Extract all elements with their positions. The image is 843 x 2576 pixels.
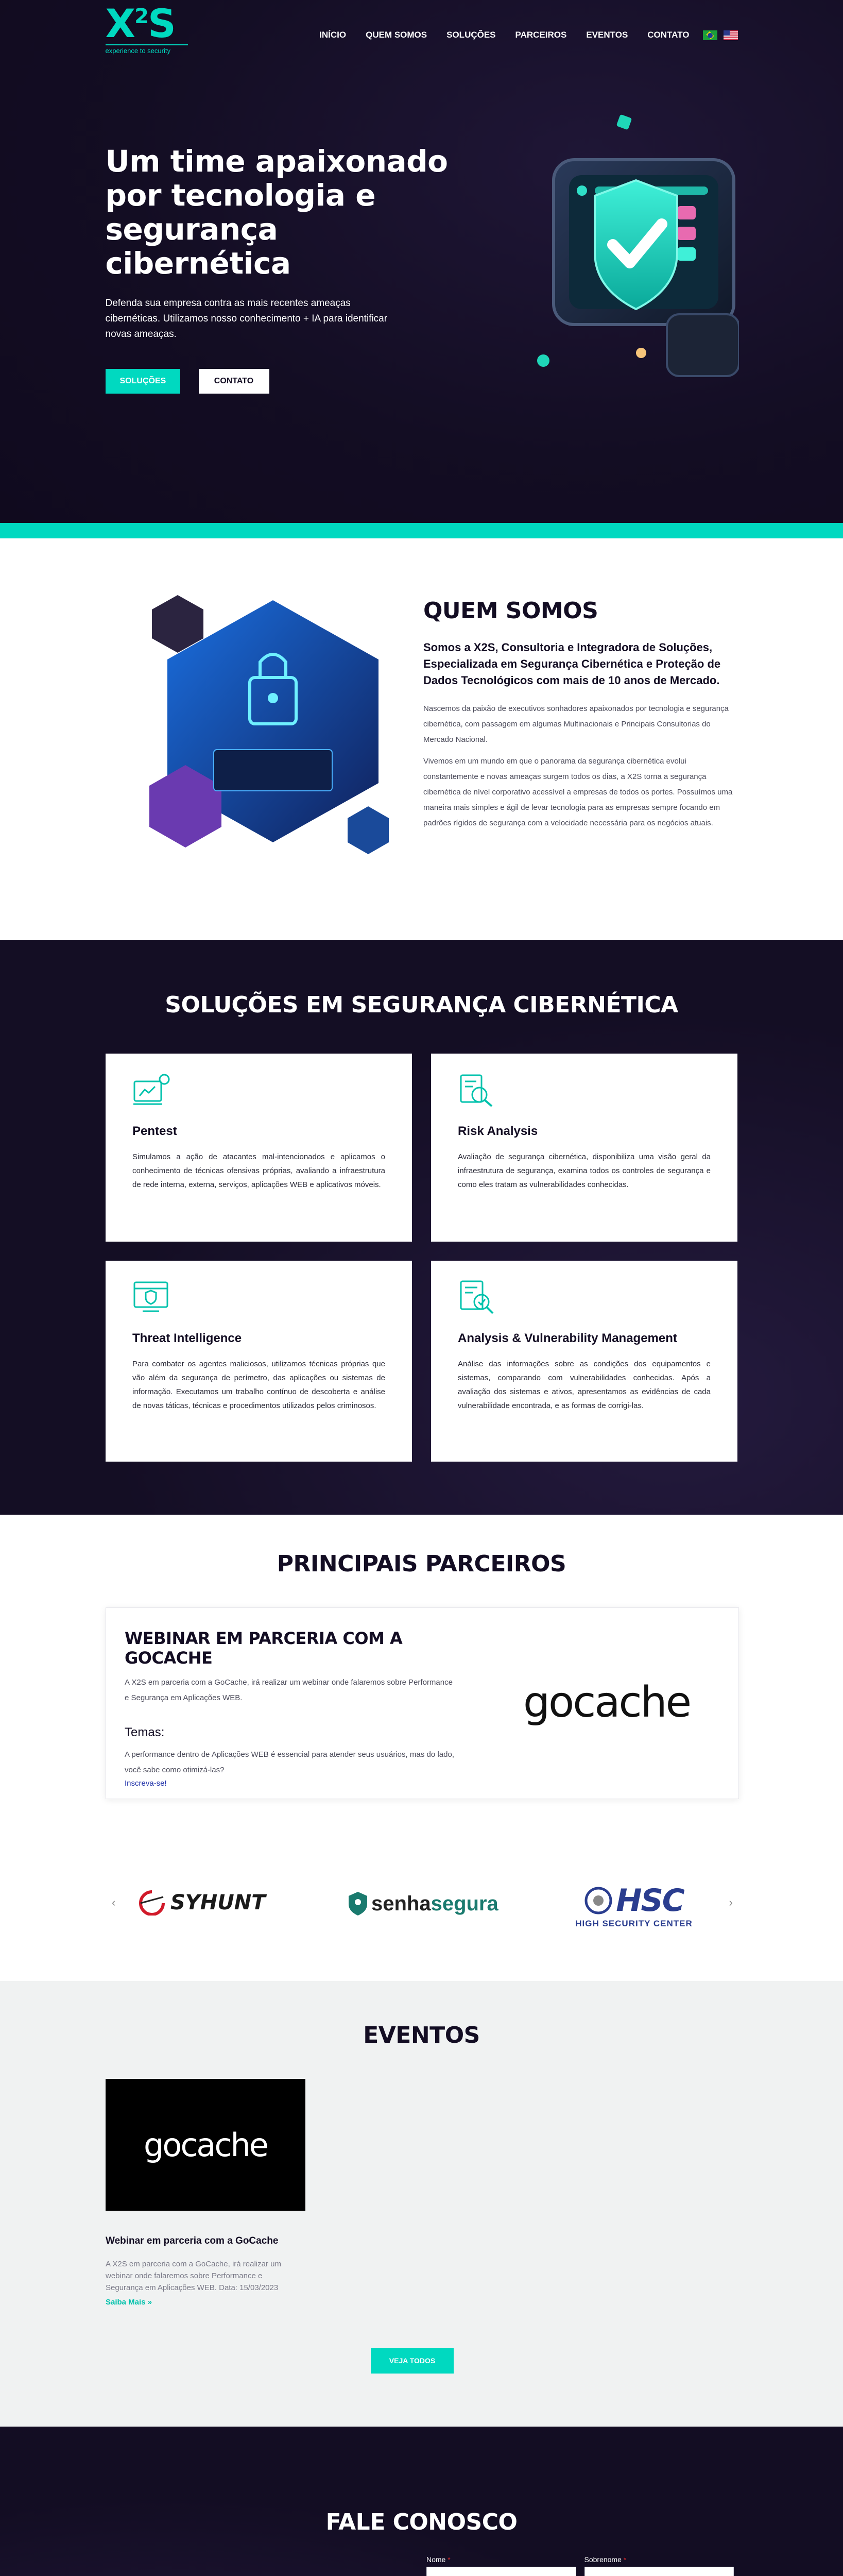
webinar-signup-link[interactable]: Inscreva-se! [125,1779,167,1788]
event-image-text: gocache [144,2126,267,2164]
usa-flag-icon[interactable] [724,30,738,40]
brazil-flag-icon[interactable] [703,30,717,40]
solution-card-threat-intelligence[interactable] [106,1261,412,1462]
senhasegura-text-b: segura [431,1892,498,1915]
required-marker: * [623,2555,627,2564]
events-section [0,1981,843,2427]
senhasegura-text-a: senha [371,1892,431,1915]
card-text: Análise das informações sobre as condições dos equipamentos e sistemas, comparando com vulnerabilidades conhecidas. Após a avaliação dos sistemas e ativos, apresentamos as evidências de cada vulnerabilidade encontrada, e as formas de corrigi-las. [458,1360,711,1410]
logo-tagline: experience to security [106,44,188,55]
name-label-text: Nome [426,2555,446,2564]
contact-section [0,2427,843,2576]
card-text: Para combater os agentes maliciosos, utilizamos técnicas próprias que vão além da segurança de perímetro, das aplicações ou sistemas de informação. Executamos um trabalho contínuo de descoberta e análise de novas táticas, técnicas e procedimentos utilizados pelos criminosos. [132,1360,385,1410]
partners-title: PRINCIPAIS PARCEIROS [277,1551,566,1577]
nav-item-eventos[interactable]: EVENTOS [586,30,628,40]
hsc-subtitle: HIGH SECURITY CENTER [575,1919,693,1928]
contact-title: FALE CONOSCO [325,2509,518,2535]
webinar-title: WEBINAR EM PARCERIA COM A GOCACHE [125,1629,403,1668]
syhunt-logo[interactable] [136,1890,266,1916]
card-title: Pentest [132,1124,177,1138]
card-title: Analysis & Vulnerability Management [458,1331,677,1345]
about-hexagon-image [142,590,404,889]
vulnerability-management-icon [458,1279,497,1315]
solution-card-pentest[interactable] [106,1054,412,1242]
hero-text [106,144,456,394]
hsc-logo[interactable] [557,1883,711,1929]
event-read-more-link[interactable]: Saiba Mais » [106,2298,152,2307]
logo-mark: $X^2S$ [105,1,175,46]
webinar-card [106,1607,739,1799]
contact-form [426,2555,734,2576]
surname-group [584,2555,734,2576]
threat-intelligence-icon [132,1279,171,1315]
nav-item-solucoes[interactable]: SOLUÇÕES [446,30,496,40]
senhasegura-text [371,1892,498,1916]
event-card[interactable] [106,2079,305,2307]
top-navigation [0,0,843,72]
about-title: QUEM SOMOS [423,598,598,624]
syhunt-icon [136,1890,167,1916]
partners-section [0,1515,843,1981]
card-text: Avaliação de segurança cibernética, disponibiliza uma visão geral da infraestrutura de segurança, examina todos os controles de segurança e como eles tratam as vulnerabilidades conhecidas. [458,1153,711,1189]
solutions-section [0,940,843,1515]
contact-background [0,2427,843,2576]
card-title: Threat Intelligence [132,1331,242,1345]
site-logo[interactable] [105,1,188,55]
hsc-icon [584,1886,613,1915]
risk-analysis-icon [458,1072,497,1108]
webinar-description: A X2S em parceria com a GoCache, irá realizar um webinar onde falaremos sobre Performance e Segurança em Aplicações WEB. [125,1678,453,1702]
required-marker: * [448,2555,451,2564]
events-title: EVENTOS [363,2022,480,2048]
event-title[interactable]: Webinar em parceria com a GoCache [106,2235,279,2246]
form-row [426,2555,734,2576]
nav-item-contato[interactable]: CONTATO [647,30,690,40]
about-text [423,598,734,831]
hero-section [0,0,843,538]
hsc-logo-mark [557,1883,711,1919]
card-title: Risk Analysis [458,1124,538,1138]
about-subtitle: Somos a X2S, Consultoria e Integradora de Soluções, Especializada em Segurança Cibernética e Proteção de Dados Tecnológicos com mais de 10 anos de Mercado. [423,641,721,687]
carousel-prev-button[interactable]: ‹ [112,1896,116,1909]
hero-buttons [106,369,456,394]
main-menu [300,30,737,40]
surname-label [584,2555,734,2564]
syhunt-logo-text: SYHUNT [170,1891,266,1914]
nav-item-quem-somos[interactable]: QUEM SOMOS [366,30,427,40]
solutions-title: SOLUÇÕES EM SEGURANÇA CIBERNÉTICA [165,992,678,1018]
hero-description: Defenda sua empresa contra as mais recentes ameaças cibernéticas. Utilizamos nosso conhecimento + IA para identificar novas ameaças. [105,298,388,340]
surname-input[interactable] [584,2567,734,2576]
webinar-content [125,1629,454,1788]
webinar-topic-text: A performance dentro de Aplicações WEB é essencial para atender seus usuários, mas do lado, você sabe como otimizá-las? [125,1750,454,1774]
gocache-logo: gocache [523,1678,691,1727]
name-input[interactable] [426,2567,576,2576]
hsc-text: HSC [616,1883,684,1919]
solucoes-button[interactable]: SOLUÇÕES [106,369,180,394]
event-image[interactable] [106,2079,305,2211]
about-section [0,538,843,940]
nav-item-parceiros[interactable]: PARCEIROS [515,30,567,40]
senhasegura-logo[interactable] [348,1891,498,1917]
view-all-events-button[interactable]: VEJA TODOS [371,2348,454,2374]
name-label [426,2555,576,2564]
shield-illustration [492,103,739,433]
solution-card-vulnerability-management[interactable] [431,1261,737,1462]
about-paragraph-1: Nascemos da paixão de executivos sonhadores apaixonados por tecnologia e segurança cibernética, com passagem em algumas Multinacionais e Principais Consultorias do Mercado Nacional. [423,704,729,744]
nav-item-inicio[interactable]: INÍCIO [319,30,347,40]
name-group [426,2555,576,2576]
surname-label-text: Sobrenome [584,2555,622,2564]
webinar-topics-label: Temas: [125,1725,165,1739]
senhasegura-icon [348,1891,368,1917]
card-text: Simulamos a ação de atacantes mal-intencionados e aplicamos o conhecimento de técnicas ofensivas próprias, avaliando a infraestrutura de rede interna, externa, serviços, aplicações WEB e aplicativos móveis. [132,1153,385,1189]
hero-title: Um time apaixonado por tecnologia e segurança cibernética [105,144,448,281]
event-description: A X2S em parceria com a GoCache, irá realizar um webinar onde falaremos sobre Performance e Segurança em Aplicações WEB. Data: 15/03/2023 [106,2260,281,2292]
pentest-icon [132,1072,171,1108]
about-paragraph-2: Vivemos em um mundo em que o panorama da segurança cibernética evolui constantemente e novas ameaças surgem todos os dias, a X2S torna a segurança cibernética de nível corporativo acessível a empresas de todos os portes. Possuímos uma maneira mais simples e ágil de levar tecnologia para as empresas sempre focando em padrões rígidos de segurança com a velocidade necessária para os negócios atuais. [423,757,733,827]
contato-button[interactable]: CONTATO [199,369,269,394]
hero-accent-bar [0,523,843,538]
carousel-next-button[interactable]: › [729,1896,733,1909]
partners-carousel [106,1875,739,1932]
solution-card-risk-analysis[interactable] [431,1054,737,1242]
